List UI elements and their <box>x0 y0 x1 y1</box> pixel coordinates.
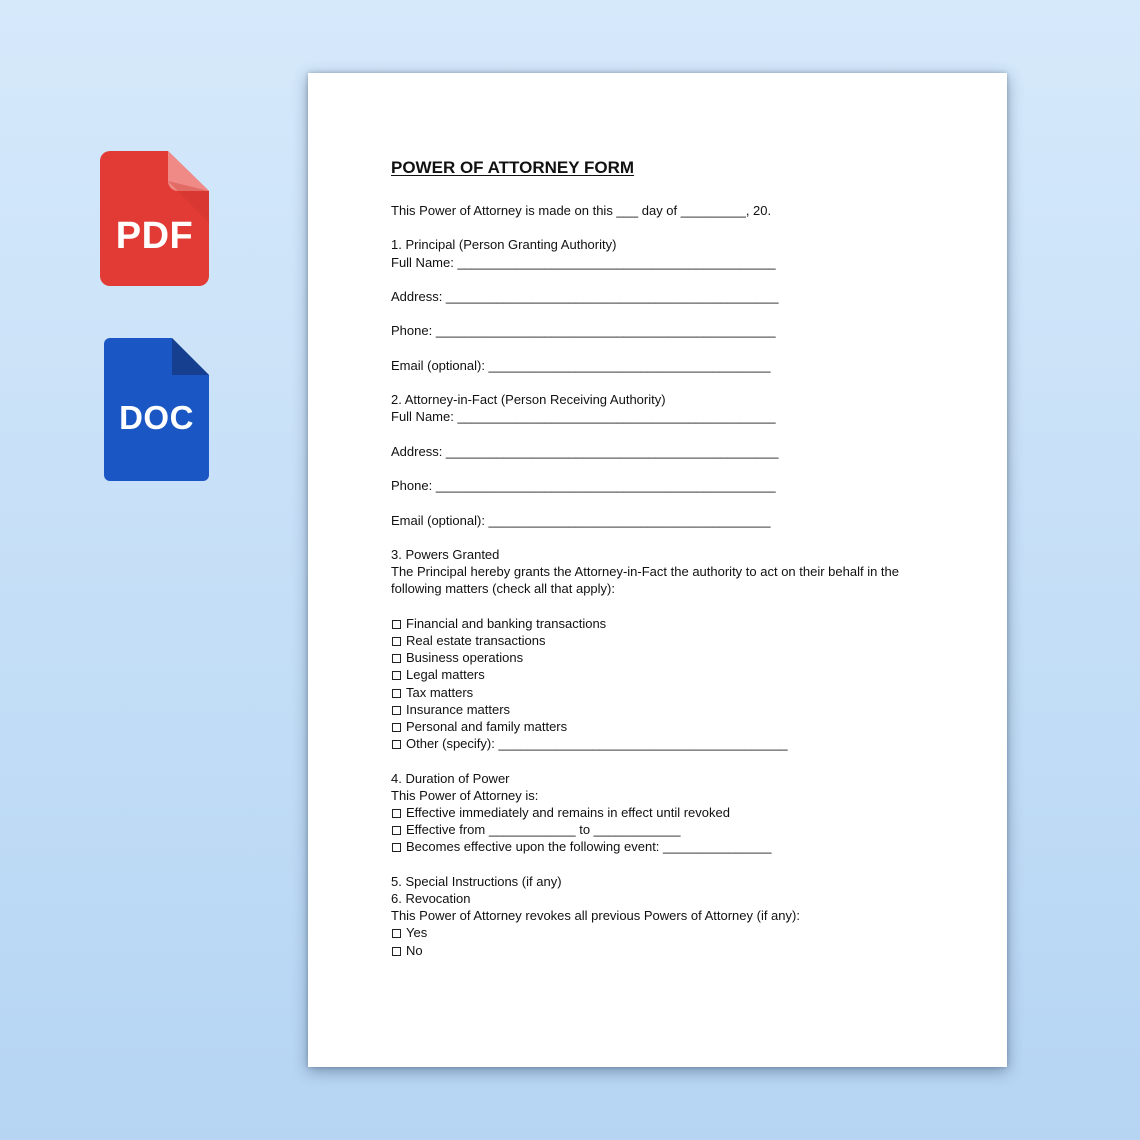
attorney-heading: 2. Attorney-in-Fact (Person Receiving Authority) <box>391 392 666 408</box>
power-option-legal[interactable] <box>391 666 931 683</box>
principal-email-field[interactable]: Email (optional): _______________________________________ <box>391 357 771 373</box>
option-label: Business operations <box>406 650 524 666</box>
form-title: POWER OF ATTORNEY FORM <box>391 158 635 177</box>
option-label: Legal matters <box>406 667 485 683</box>
checkbox[interactable] <box>392 637 401 646</box>
option-label: Other (specify): ________________________________________ <box>406 736 788 752</box>
checkbox[interactable] <box>392 826 401 835</box>
power-option-business[interactable] <box>391 649 931 666</box>
duration-option-immediate[interactable] <box>391 804 931 821</box>
checkbox[interactable] <box>392 947 401 956</box>
principal-heading: 1. Principal (Person Granting Authority) <box>391 237 617 253</box>
pdf-file-icon[interactable] <box>100 151 209 286</box>
pdf-label: PDF <box>115 215 194 257</box>
principal-address-field[interactable]: Address: ______________________________________________ <box>391 288 779 304</box>
option-label: Real estate transactions <box>406 632 546 648</box>
revocation-lead: This Power of Attorney revokes all previous Powers of Attorney (if any): <box>391 908 800 924</box>
power-option-personal[interactable] <box>391 718 931 735</box>
checkbox[interactable] <box>392 809 401 818</box>
option-label: Personal and family matters <box>406 718 568 734</box>
checkbox[interactable] <box>392 843 401 852</box>
checkbox[interactable] <box>392 671 401 680</box>
checkbox[interactable] <box>392 689 401 698</box>
revocation-heading: 6. Revocation <box>391 890 471 906</box>
power-option-financial[interactable] <box>391 615 931 632</box>
duration-option-event[interactable] <box>391 838 931 855</box>
doc-label: DOC <box>119 399 194 436</box>
document-page <box>308 73 1007 1067</box>
power-option-other[interactable] <box>391 735 931 752</box>
attorney-phone-field[interactable]: Phone: _______________________________________________ <box>391 478 776 494</box>
revocation-option-yes[interactable] <box>391 924 931 941</box>
duration-heading: 4. Duration of Power <box>391 770 510 786</box>
duration-option-date-range[interactable] <box>391 821 931 838</box>
option-label: No <box>406 942 423 958</box>
revocation-option-no[interactable] <box>391 942 931 959</box>
powers-heading: 3. Powers Granted <box>391 546 500 562</box>
checkbox[interactable] <box>392 620 401 629</box>
attorney-address-field[interactable]: Address: ______________________________________________ <box>391 443 779 459</box>
intro-line[interactable]: This Power of Attorney is made on this ___ day of _________, 20. <box>391 203 772 218</box>
principal-phone-field[interactable]: Phone: _______________________________________________ <box>391 323 776 339</box>
power-option-real-estate[interactable] <box>391 632 931 649</box>
option-label: Becomes effective upon the following event: _______________ <box>406 839 772 855</box>
principal-full-name-field[interactable]: Full Name: ____________________________________________ <box>391 254 776 270</box>
checkbox[interactable] <box>392 723 401 732</box>
doc-file-icon[interactable] <box>104 338 209 481</box>
power-option-insurance[interactable] <box>391 701 931 718</box>
attorney-email-field[interactable]: Email (optional): _______________________________________ <box>391 512 771 528</box>
option-label: Yes <box>406 925 428 941</box>
form-body <box>391 157 931 959</box>
option-label: Tax matters <box>406 684 474 700</box>
checkbox[interactable] <box>392 929 401 938</box>
powers-description: The Principal hereby grants the Attorney-in-Fact the authority to act on their behalf in the following matters (check all that apply): <box>391 564 900 597</box>
special-instructions-heading: 5. Special Instructions (if any) <box>391 873 562 889</box>
power-option-tax[interactable] <box>391 684 931 701</box>
option-label: Effective immediately and remains in effect until revoked <box>406 804 730 820</box>
option-label: Effective from ____________ to ____________ <box>406 822 681 838</box>
attorney-full-name-field[interactable]: Full Name: ____________________________________________ <box>391 409 776 425</box>
checkbox[interactable] <box>392 740 401 749</box>
checkbox[interactable] <box>392 706 401 715</box>
option-label: Financial and banking transactions <box>406 615 607 631</box>
option-label: Insurance matters <box>406 701 511 717</box>
duration-lead: This Power of Attorney is: <box>391 787 539 803</box>
checkbox[interactable] <box>392 654 401 663</box>
